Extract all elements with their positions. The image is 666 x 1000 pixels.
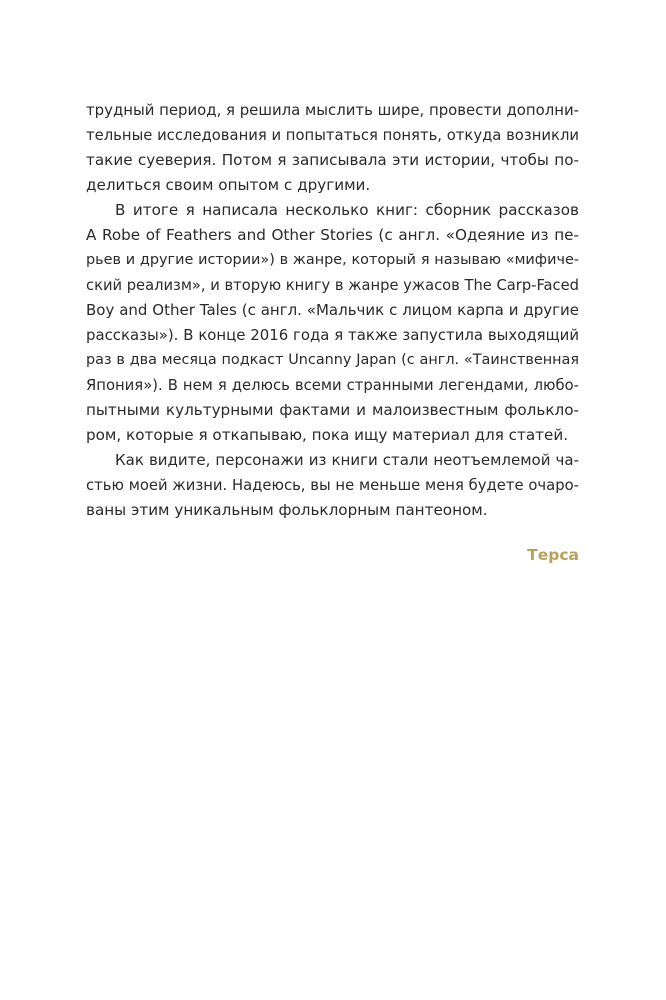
text-line: стью моей жизни. Надеюсь, вы не меньше меня будете очаро-: [86, 477, 579, 494]
text-line: ский реализм», и вторую книгу в жанре ужасов The Carp-Faced: [86, 277, 579, 294]
text-line: В итоге я написала несколько книг: сборник рассказов: [115, 201, 579, 219]
text-line: рьев и другие истории») в жанре, который я называю «мифиче-: [86, 252, 579, 268]
text-line: Boy and Other Tales (с англ. «Мальчик с лицом карпа и другие: [86, 301, 579, 319]
text-line: раз в два месяца подкаст Uncanny Japan (с англ. «Таинственная: [86, 352, 579, 368]
text-line: A Robe of Feathers and Other Stories (с англ. «Одеяние из пе-: [86, 226, 579, 244]
author-signature: Терса: [527, 546, 579, 564]
paragraph-3: [86, 448, 579, 523]
text-line: ром, которые я откапываю, пока ищу материал для статей.: [86, 426, 569, 444]
text-line: трудный период, я решила мыслить шире, провести дополни-: [86, 101, 580, 119]
text-line: Как видите, персонажи из книги стали неотъемлемой ча-: [115, 451, 579, 469]
text-line: рассказы»). В конце 2016 года я также запустила выходящий: [86, 326, 579, 344]
page-body: [86, 98, 579, 523]
text-line: пытными культурными фактами и малоизвестным фолькло-: [86, 401, 579, 419]
text-line: такие суеверия. Потом я записывала эти истории, чтобы по-: [86, 151, 579, 169]
paragraph-1: [86, 98, 579, 198]
text-line: ваны этим уникальным фольклорным пантеоном.: [86, 501, 488, 519]
text-line: тельные исследования и попытаться понять, откуда возникли: [86, 127, 580, 144]
text-line: делиться своим опытом с другими.: [86, 176, 371, 194]
paragraph-2: [86, 198, 579, 448]
text-line: Япония»). В нем я делюсь всеми странными легендами, любо-: [86, 377, 579, 394]
